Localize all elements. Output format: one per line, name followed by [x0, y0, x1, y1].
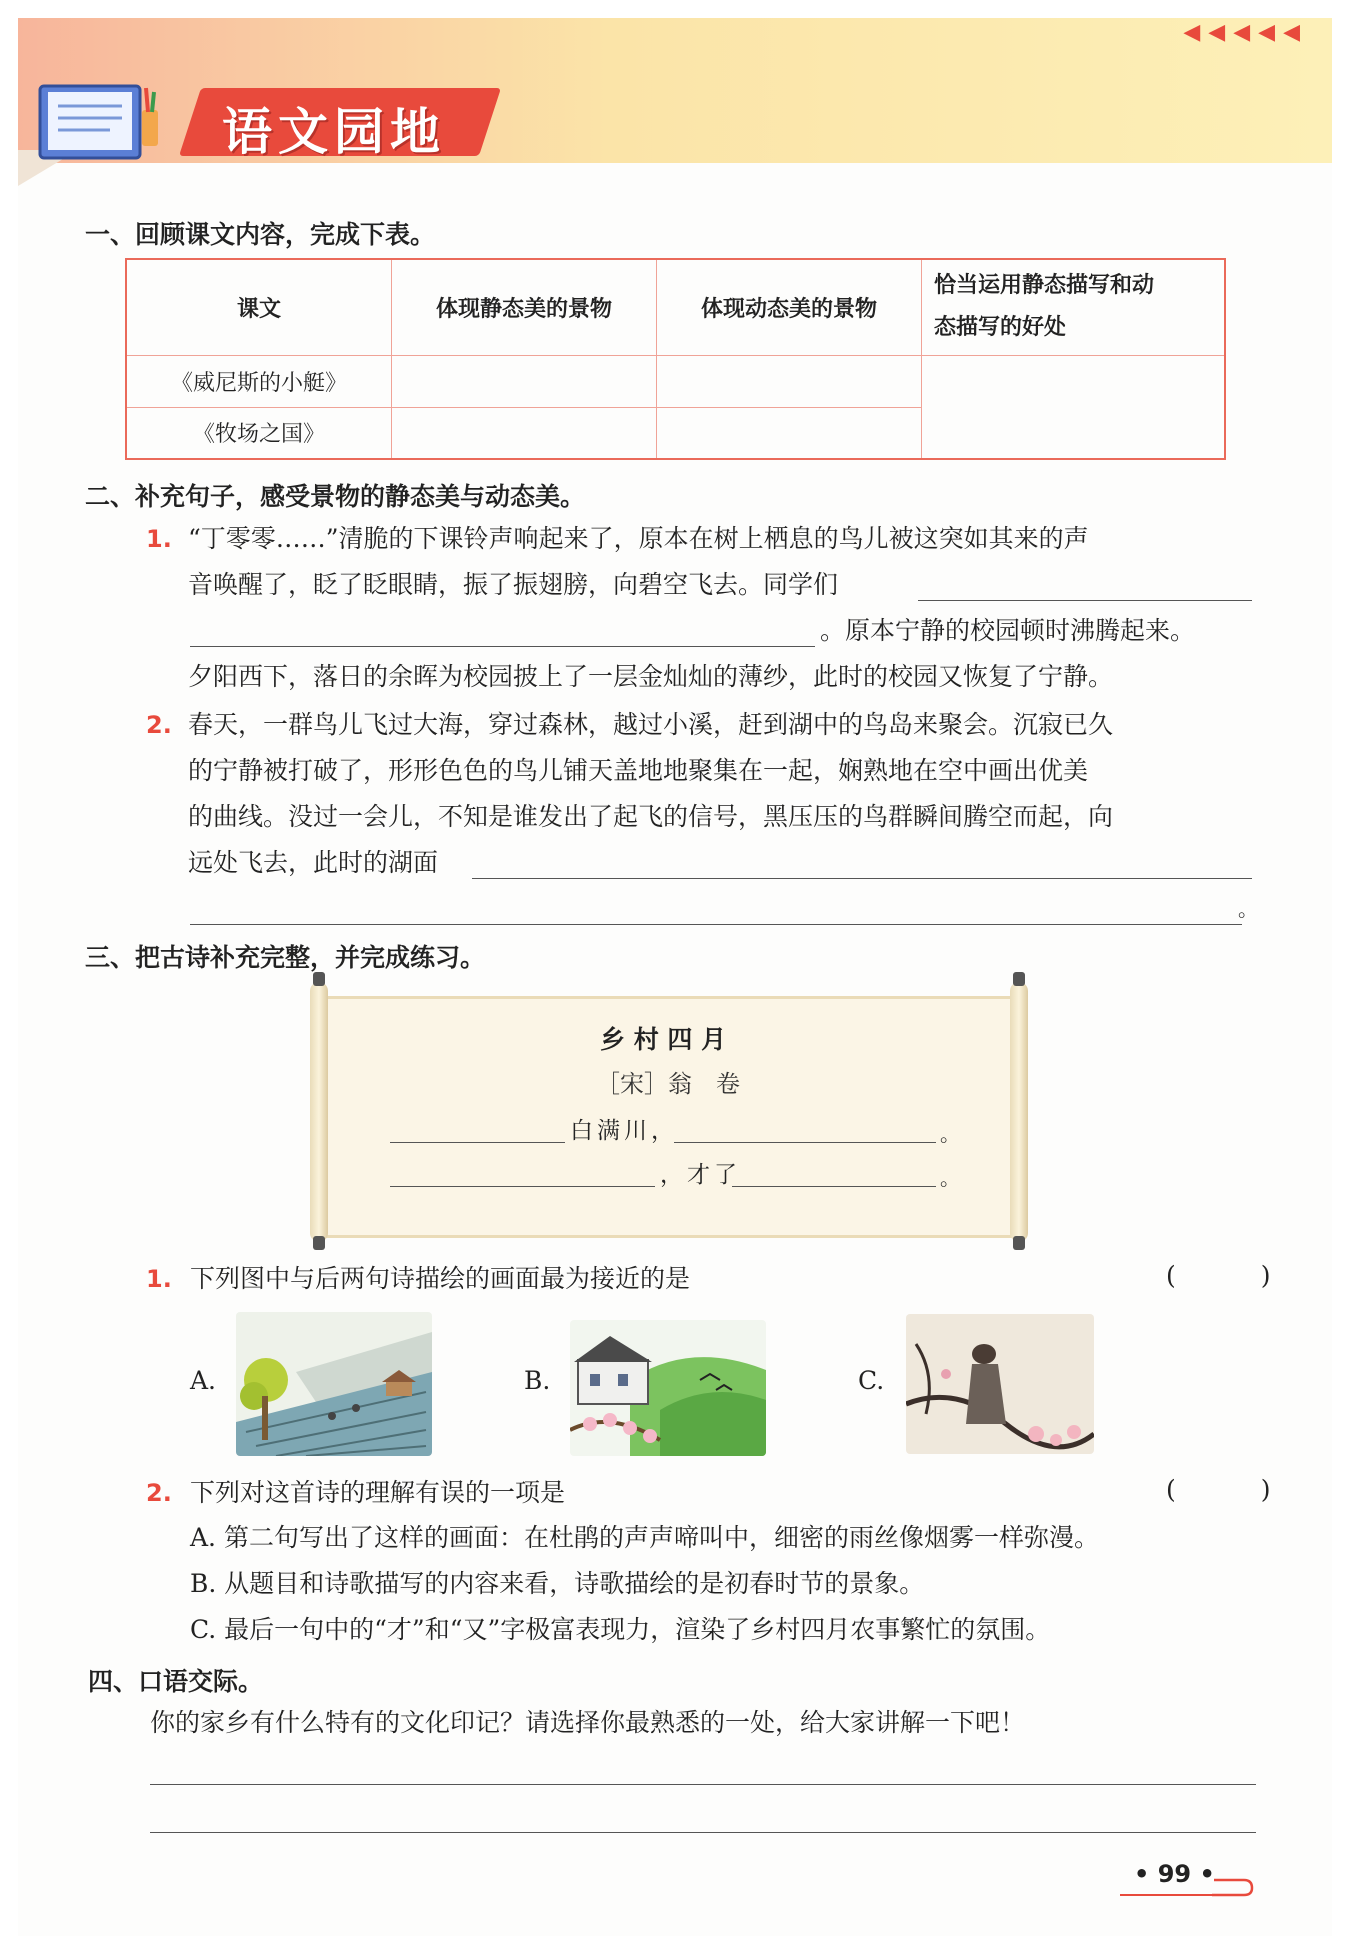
- poem-line2-end: 。: [940, 1166, 960, 1190]
- scroll-rod-right: [1010, 982, 1028, 1242]
- poem-blank[interactable]: [390, 1142, 565, 1143]
- page-number: • 99 •: [1134, 1860, 1215, 1888]
- table-cell-blank[interactable]: [922, 355, 1226, 459]
- poem-blank[interactable]: [732, 1186, 936, 1187]
- table-cell-blank[interactable]: [657, 407, 922, 459]
- s3-q2-text: 下列对这首诗的理解有误的一项是: [190, 1478, 566, 1507]
- s2-q1-line1: “丁零零……”清脆的下课铃声响起来了，原本在树上栖息的鸟儿被这突如其来的声: [188, 524, 1089, 553]
- poem-title: 乡 村 四 月: [600, 1025, 727, 1054]
- poem-blank[interactable]: [674, 1142, 936, 1143]
- notebook-icon: [30, 78, 180, 168]
- poem-line1-mid: 白满川，: [570, 1118, 678, 1144]
- table-header-benefit-line1: 恰当运用静态描写和动: [934, 273, 1155, 299]
- scroll-knob: [1013, 972, 1025, 986]
- s3-q2-number: 2.: [146, 1479, 172, 1507]
- s3-q1-text: 下列图中与后两句诗描绘的画面最为接近的是: [190, 1264, 691, 1293]
- scroll-knob: [313, 1236, 325, 1250]
- section4-heading: 四、口语交际。: [88, 1667, 264, 1696]
- option-c-image[interactable]: [906, 1314, 1094, 1454]
- option-c-label: C.: [858, 1366, 885, 1395]
- option-a-label: A.: [190, 1366, 217, 1395]
- table-cell-blank[interactable]: [657, 355, 922, 407]
- s2-q1-number: 1.: [146, 525, 172, 553]
- scroll-rod-left: [310, 982, 328, 1242]
- poem-author: ［宋］翁 卷: [596, 1070, 740, 1098]
- footer-arrow-icon: [1210, 1868, 1256, 1898]
- s2-q2-end: 。: [1238, 897, 1258, 921]
- s4-prompt: 你的家乡有什么特有的文化印记？请选择你最熟悉的一处，给大家讲解一下吧！: [150, 1708, 1026, 1737]
- table-row-label: 《威尼斯的小艇》: [126, 355, 392, 407]
- answer-line[interactable]: [472, 878, 1252, 879]
- table-cell-blank[interactable]: [392, 407, 657, 459]
- section2-heading: 二、补充句子，感受景物的静态美与动态美。: [85, 482, 586, 511]
- page-title: 语文园地: [222, 103, 446, 161]
- s3-q2-option-a[interactable]: A. 第二句写出了这样的画面：在杜鹃的声声啼叫中，细密的雨丝像烟雾一样弥漫。: [190, 1523, 1099, 1552]
- section3-heading: 三、把古诗补充完整，并完成练习。: [85, 943, 486, 972]
- s2-q1-line2: 音唤醒了，眨了眨眼睛，振了振翅膀，向碧空飞去。同学们: [188, 570, 839, 599]
- answer-line[interactable]: [190, 646, 815, 647]
- poem-blank[interactable]: [390, 1186, 655, 1187]
- answer-paren[interactable]: ( ): [1166, 1261, 1301, 1290]
- table-row-label: 《牧场之国》: [126, 407, 392, 459]
- answer-line[interactable]: [918, 600, 1252, 601]
- table-cell-blank[interactable]: [392, 355, 657, 407]
- answer-line[interactable]: [150, 1784, 1256, 1785]
- s2-q2-line4: 远处飞去，此时的湖面: [188, 848, 439, 877]
- answer-line[interactable]: [150, 1832, 1256, 1833]
- table-header-static: 体现静态美的景物: [392, 259, 657, 355]
- s2-q2-line3: 的曲线。没过一会儿，不知是谁发出了起飞的信号，黑压压的鸟群瞬间腾空而起，向: [188, 802, 1114, 831]
- s3-q2-option-c[interactable]: C. 最后一句中的“才”和“又”字极富表现力，渲染了乡村四月农事繁忙的氛围。: [190, 1615, 1051, 1644]
- table-header-benefit: [922, 259, 1226, 355]
- scroll-knob: [313, 972, 325, 986]
- s3-q2-option-b[interactable]: B. 从题目和诗歌描写的内容来看，诗歌描绘的是初春时节的景象。: [190, 1569, 925, 1598]
- table-header-benefit-line2: 态描写的好处: [934, 315, 1067, 341]
- s2-q2-number: 2.: [146, 711, 172, 739]
- scroll-knob: [1013, 1236, 1025, 1250]
- s2-q1-line4: 夕阳西下，落日的余晖为校园披上了一层金灿灿的薄纱，此时的校园又恢复了宁静。: [188, 662, 1114, 691]
- s2-q1-line3: 。原本宁静的校园顿时沸腾起来。: [820, 616, 1196, 645]
- poem-line1-end: 。: [940, 1122, 960, 1146]
- poem-line2-mid: ，才了: [660, 1162, 741, 1188]
- option-b-label: B.: [524, 1366, 551, 1395]
- option-a-image[interactable]: [236, 1312, 432, 1456]
- section1-heading: 一、回顾课文内容，完成下表。: [85, 220, 436, 249]
- table-header-text: 课文: [126, 259, 392, 355]
- table-header-dynamic: 体现动态美的景物: [657, 259, 922, 355]
- answer-line[interactable]: [190, 924, 1242, 925]
- s2-q2-line2: 的宁静被打破了，形形色色的鸟儿铺天盖地地聚集在一起，娴熟地在空中画出优美: [188, 756, 1089, 785]
- s3-q1-number: 1.: [146, 1265, 172, 1293]
- option-b-image[interactable]: [570, 1320, 766, 1456]
- s2-q2-line1: 春天，一群鸟儿飞过大海，穿过森林，越过小溪，赶到湖中的鸟岛来聚会。沉寂已久: [188, 710, 1114, 739]
- review-table: [125, 258, 1226, 460]
- header-arrows: ◀◀◀◀◀: [1183, 20, 1308, 45]
- answer-paren[interactable]: ( ): [1166, 1475, 1301, 1504]
